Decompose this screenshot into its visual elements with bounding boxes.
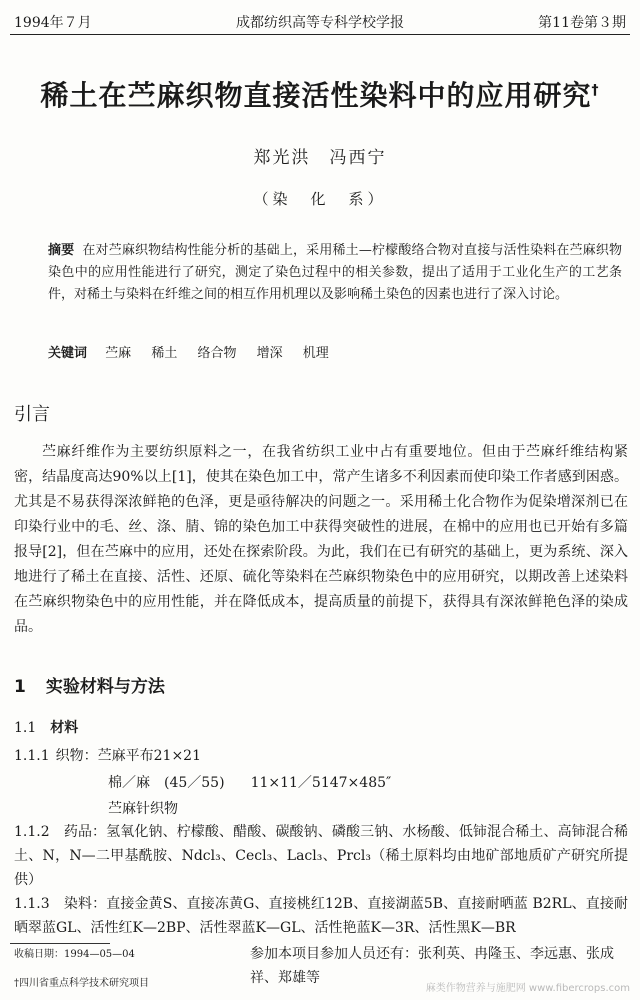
project-note: †四川省重点科学技术研究项目 <box>14 978 149 989</box>
keywords-label: 关键词 <box>48 346 88 361</box>
journal-name: 成都纺织高等专科学校学报 <box>236 15 404 31</box>
section-heading <box>14 672 165 697</box>
fabric-blend <box>108 772 391 792</box>
blend-spec: 11×11／5147×485″ <box>250 775 392 791</box>
chemicals-text: 药品：氢氧化钠、柠檬酸、醋酸、碳酸钠、磷酸三钠、水杨酸、低铈混合稀土、高铈混合稀土、N，N—二甲基酰胺、Ndcl₃、Cecl₃、Lacl₃、Prcl₃（稀土原料均由地矿部地质矿产研究所提供） <box>14 824 629 888</box>
department: （染 化 系） <box>253 190 387 208</box>
keyword: 机理 <box>302 346 329 361</box>
abstract-text: 在对苎麻织物结构性能分析的基础上，采用稀土—柠檬酸络合物对直接与活性染料在苎麻织物染色中的应用性能进行了研究，测定了染色过程中的相关参数，提出了适用于工业化生产的工艺条件，对稀土与染料在纤维之间的相互作用机理以及影响稀土染色的因素也进行了深入讨论。 <box>48 243 622 302</box>
abstract-label: 摘要 <box>48 243 75 258</box>
section-number: 1 <box>14 677 26 697</box>
subsection-heading <box>14 717 78 737</box>
keyword: 稀土 <box>151 346 178 361</box>
received-date: 收稿日期：1994—05—04 <box>14 949 135 960</box>
fabric-item <box>14 745 201 765</box>
subsection-title: 材料 <box>50 720 79 736</box>
paper-title <box>0 74 640 114</box>
volume-issue: 第11卷第３期 <box>538 15 626 31</box>
keyword: 增深 <box>256 346 283 361</box>
issue-date: 1994年７月 <box>14 15 92 31</box>
section-title: 实验材料与方法 <box>45 677 165 697</box>
item-number: 1.1.3 <box>14 896 50 912</box>
intro-heading: 引言 <box>14 404 50 425</box>
item-number: 1.1.2 <box>14 824 50 840</box>
intro-paragraph: 苎麻纤维作为主要纺织原料之一，在我省纺织工业中占有重要地位。但由于苎麻纤维结构紧密，结晶度高达90%以上[1]，使其在染色加工中，常产生诸多不利因素而使印染工作者感到困惑。尤其是不易获得深浓鲜艳的色泽，更是亟待解决的问题之一。采用稀土化合物作为促染增深剂已在印染行业中的毛、丝、涤、腈、锦的染色加工中获得突破性的进展，在棉中的应用也已开始有多篇报导[2]，但在苎麻中的应用，还处在探索阶段。为此，我们在已有研究的基础上，更为系统、深入地进行了稀土在直接、活性、还原、硫化等染料在苎麻织物染色中的应用研究，以期改善上述染料在苎麻织物染色中的应用性能，并在降低成本，提高质量的前提下，获得具有深浓鲜艳色泽的染成品。 <box>14 444 628 635</box>
authors: 郑光洪 冯西宁 <box>253 148 387 168</box>
title-footnote-mark: † <box>591 82 600 99</box>
fabric-knit: 苎麻针织物 <box>108 801 178 817</box>
title-text: 稀土在苎麻织物直接活性染料中的应用研究 <box>40 79 592 112</box>
footnote-rule <box>10 943 110 944</box>
page-header <box>14 8 626 32</box>
keyword: 苎麻 <box>105 346 132 361</box>
item-number: 1.1.1 <box>14 748 50 764</box>
blend-ratio: 棉／麻 (45／55) <box>108 775 225 791</box>
subsection-number: 1.1 <box>14 720 37 736</box>
chemicals-item <box>14 820 628 892</box>
keywords <box>48 342 345 361</box>
watermark: 麻类作物营养与施肥网 www.fibercrops.com <box>425 983 630 994</box>
fabric-text: 织物：苎麻平布21×21 <box>55 748 201 764</box>
header-rule <box>10 34 630 35</box>
dyes-text: 染料：直接金黄S、直接冻黄G、直接桃红12B、直接湖蓝5B、直接耐晒蓝 B2RL、直接耐晒翠蓝GL、活性红K—2BP、活性翠蓝K—GL、活性艳蓝K—3R、活性黑K—BR <box>14 896 628 936</box>
participants: 参加本项目参加人员还有：张利英、冉隆玉、李远惠、张成祥、郑雄等 <box>250 946 614 986</box>
dyes-item <box>14 892 628 940</box>
keyword: 络合物 <box>197 346 237 361</box>
abstract <box>48 240 622 306</box>
